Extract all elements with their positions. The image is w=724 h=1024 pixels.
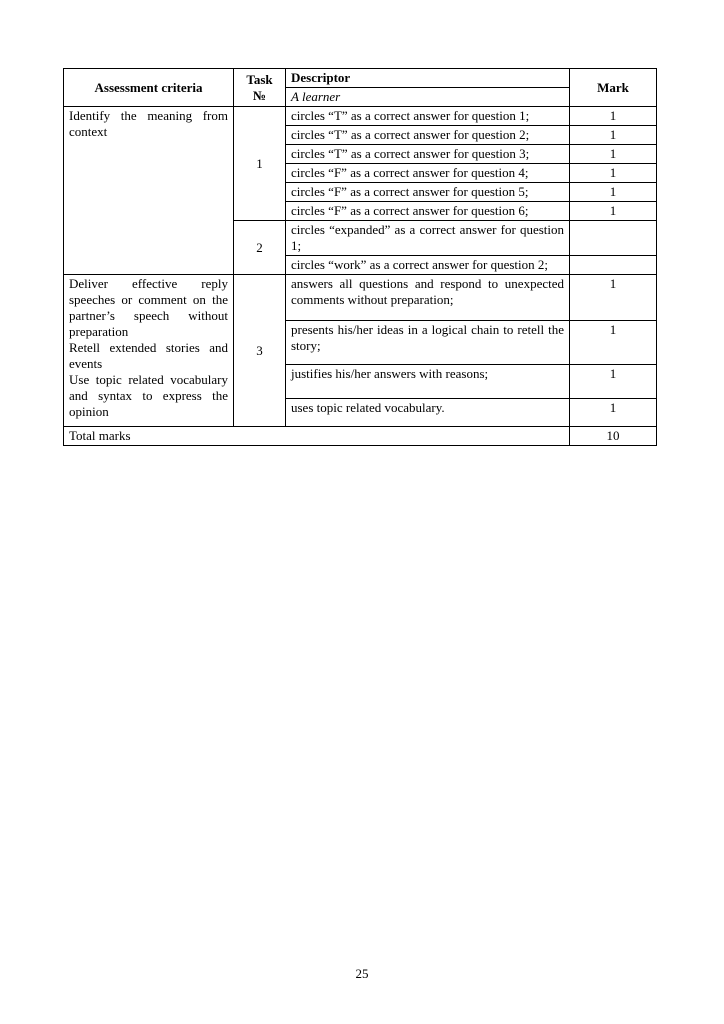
descriptor: circles “T” as a correct answer for question 3;	[286, 145, 570, 164]
header-row	[64, 69, 657, 88]
task-number: 1	[234, 107, 286, 221]
task-number: 2	[234, 221, 286, 275]
mark-value: 1	[570, 365, 657, 399]
descriptor: answers all questions and respond to unexpected comments without preparation;	[286, 275, 570, 321]
total-value: 10	[570, 427, 657, 446]
total-row	[64, 427, 657, 446]
header-criteria: Assessment criteria	[64, 69, 234, 107]
descriptor: circles “F” as a correct answer for question 5;	[286, 183, 570, 202]
descriptor: circles “F” as a correct answer for question 6;	[286, 202, 570, 221]
header-task-line1: Task	[246, 71, 273, 87]
criteria-cell-2	[64, 275, 234, 427]
criteria-text: Use topic related vocabulary and syntax to express the opinion	[69, 372, 228, 419]
mark-value: 1	[570, 399, 657, 427]
descriptor: circles “work” as a correct answer for question 2;	[286, 256, 570, 275]
criteria-text: Retell extended stories and events	[69, 340, 228, 371]
criteria-text: Identify the meaning from context	[69, 108, 228, 139]
total-label: Total marks	[64, 427, 570, 446]
mark-value: 1	[570, 275, 657, 321]
task-number: 3	[234, 275, 286, 427]
descriptor: circles “T” as a correct answer for question 2;	[286, 126, 570, 145]
header-task	[234, 69, 286, 107]
table-row	[64, 275, 657, 321]
mark-value: 1	[570, 164, 657, 183]
descriptor: presents his/her ideas in a logical chain to retell the story;	[286, 321, 570, 365]
header-descriptor: Descriptor	[286, 69, 570, 88]
descriptor: uses topic related vocabulary.	[286, 399, 570, 427]
descriptor: justifies his/her answers with reasons;	[286, 365, 570, 399]
assessment-table	[63, 68, 657, 446]
criteria-text: Deliver effective reply speeches or comment on the partner’s speech without preparation	[69, 276, 228, 339]
mark-value: 1	[570, 183, 657, 202]
descriptor: circles “F” as a correct answer for question 4;	[286, 164, 570, 183]
descriptor: circles “T” as a correct answer for question 1;	[286, 107, 570, 126]
mark-value: 1	[570, 126, 657, 145]
page-number: 25	[355, 966, 369, 981]
header-descriptor-sub: A learner	[286, 88, 570, 107]
descriptor: circles “expanded” as a correct answer for question 1;	[286, 221, 570, 256]
table-row	[64, 107, 657, 126]
header-task-line2: №	[252, 87, 267, 103]
header-mark: Mark	[570, 69, 657, 107]
mark-value: 1	[570, 107, 657, 126]
mark-value: 1	[570, 145, 657, 164]
mark-value	[570, 221, 657, 256]
criteria-cell-1	[64, 107, 234, 275]
mark-value	[570, 256, 657, 275]
mark-value: 1	[570, 202, 657, 221]
mark-value: 1	[570, 321, 657, 365]
